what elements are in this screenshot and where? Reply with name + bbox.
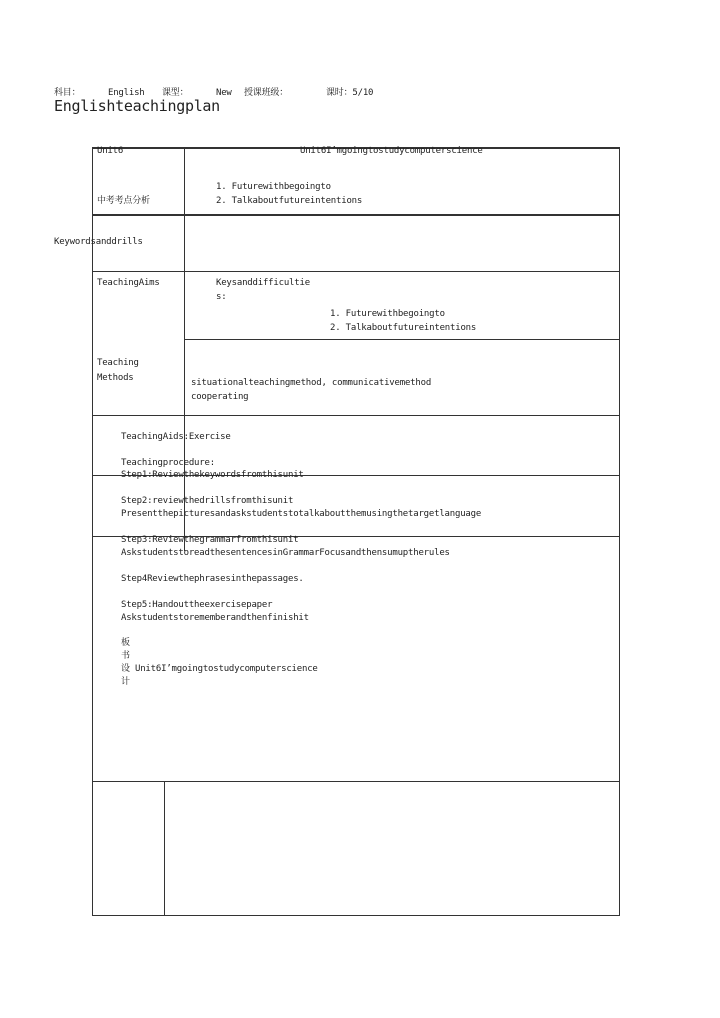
keywords-label: Keywordsanddrills [54, 237, 143, 247]
methods-line1: situationalteachingmethod, communicativemethod [191, 378, 432, 388]
row-divider [184, 339, 620, 340]
board-label-char-2: 书 [121, 651, 130, 661]
table-bottom-border [92, 915, 620, 916]
board-label-char-3: 设 [121, 664, 130, 674]
bottom-column-divider [164, 781, 165, 916]
board-label-char-4: 计 [121, 677, 130, 687]
key-difficulties-line1: Keysanddifficultie [216, 278, 310, 288]
lesson-type-value: New [216, 88, 232, 98]
board-label-char-1: 板 [121, 638, 130, 648]
exam-points-label: 中考考点分析 [97, 196, 150, 206]
methods-label-line1: Teaching [97, 358, 139, 368]
step-5: Step5:Handouttheexercisepaper [121, 600, 273, 610]
period-text: 课时：5/10 [326, 88, 374, 98]
exam-point-1: 1. Futurewithbegoingto [216, 182, 331, 192]
key-difficulties-line2: s: [216, 292, 227, 302]
step-3: Step3:Reviewthegrammarfromthisunit [121, 535, 299, 545]
exam-point-2: 2. Talkaboutfutureintentions [216, 196, 363, 206]
step-4: Step4Reviewthephrasesinthepassages. [121, 574, 304, 584]
aims-point-2: 2. Talkaboutfutureintentions [330, 323, 477, 333]
column-divider [184, 147, 185, 551]
row-divider [92, 271, 620, 272]
lesson-type-label: 课型： [162, 88, 189, 98]
subject-label: 科目： [54, 88, 81, 98]
aims-point-1: 1. Futurewithbegoingto [330, 309, 445, 319]
class-label: 授课班级： [244, 88, 289, 98]
step-3-detail: AskstudentstoreadthesentencesinGrammarFocusandthensumuptherules [121, 548, 450, 558]
step-2-detail: Presentthepicturesandaskstudentstotalkaboutthemusingthetargetlanguage [121, 509, 482, 519]
board-content: Unit6I’mgoingtostudycomputerscience [135, 664, 318, 674]
unit-title: Unit6I’mgoingtostudycomputerscience [300, 146, 483, 156]
row-divider [92, 214, 620, 216]
procedure-heading: Teachingprocedure: [121, 458, 215, 468]
row-divider [92, 781, 620, 782]
unit-label: Unit6 [97, 146, 124, 156]
step-2: Step2:reviewthedrillsfromthisunit [121, 496, 294, 506]
methods-label-line2: Methods [97, 373, 134, 383]
step-5-detail: Askstudentstorememberandthenfinishit [121, 613, 309, 623]
page-title: Englishteachingplan [54, 97, 220, 115]
step-1: Step1:Reviewthekeywordsfromthisunit [121, 470, 304, 480]
subject-value: English [108, 88, 145, 98]
table-right-border [619, 147, 620, 916]
teaching-aids: TeachingAids:Exercise [121, 432, 231, 442]
row-divider [92, 415, 620, 416]
aims-label: TeachingAims [97, 278, 160, 288]
table-left-border [92, 147, 93, 916]
methods-line2: cooperating [191, 392, 249, 402]
